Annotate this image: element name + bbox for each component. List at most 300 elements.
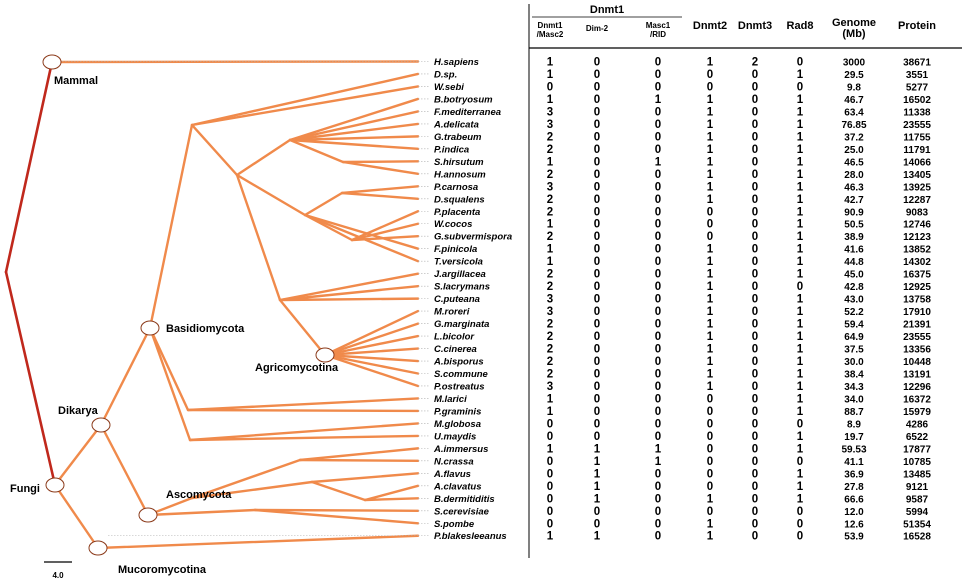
- clade-label-basidiomycota: Basidiomycota: [166, 323, 245, 335]
- table-cell: 17877: [903, 444, 931, 456]
- table-cell: 0: [654, 281, 662, 294]
- table-cell: 0: [654, 106, 662, 119]
- table-cell: 10448: [903, 357, 931, 369]
- table-cell: 11791: [903, 144, 931, 156]
- species-label: G.subvermispora: [434, 231, 513, 243]
- table-cell: 11338: [903, 107, 931, 119]
- tree-branch: [192, 125, 237, 175]
- table-cell: 1: [706, 56, 714, 69]
- table-cell: 1: [546, 405, 554, 418]
- clade-nodes: [43, 55, 334, 555]
- table-cell: 0: [593, 368, 601, 381]
- table-cell: 0: [706, 206, 714, 219]
- tree-branch: [237, 175, 280, 300]
- table-cell: 41.6: [844, 244, 864, 256]
- table-cell: 12287: [903, 194, 931, 206]
- table-cell: 27.8: [844, 481, 864, 493]
- table-cell: 3: [546, 306, 554, 319]
- table-cell: 0: [654, 505, 662, 518]
- table-cell: 1: [706, 118, 714, 131]
- tree-branch: [192, 74, 418, 125]
- table-cell: 1: [796, 430, 804, 443]
- tree-branch: [6, 272, 55, 485]
- table-cell: 1: [706, 368, 714, 381]
- table-cell: 0: [751, 218, 759, 231]
- table-cell: 0: [654, 368, 662, 381]
- table-cell: 36.9: [844, 469, 864, 481]
- species-label: M.larici: [434, 393, 467, 405]
- table-cell: 3: [546, 118, 554, 131]
- table-cell: 0: [751, 480, 759, 493]
- table-cell: 0: [706, 218, 714, 231]
- tree-branch: [101, 328, 150, 425]
- table-cell: 1: [796, 480, 804, 493]
- species-label: M.roreri: [434, 306, 470, 318]
- table-cell: 53.9: [844, 531, 864, 543]
- table-cell: 1: [654, 455, 662, 468]
- species-label: U.maydis: [434, 431, 477, 443]
- clade-label-fungi: Fungi: [10, 483, 40, 495]
- table-cell: 1: [796, 168, 804, 181]
- table-cell: 1: [796, 181, 804, 194]
- table-cell: 0: [546, 493, 554, 506]
- table-cell: 0: [593, 293, 601, 306]
- data-table: [529, 4, 962, 558]
- table-cell: 1: [796, 405, 804, 418]
- species-label: B.botryosum: [434, 94, 493, 106]
- tree-branch: [237, 175, 305, 215]
- table-cell: 0: [654, 268, 662, 281]
- table-cell: 2: [751, 56, 759, 69]
- table-cell: 0: [593, 168, 601, 181]
- table-cell: 1: [593, 443, 601, 456]
- table-cell: 0: [751, 156, 759, 169]
- table-cell: 0: [706, 231, 714, 244]
- species-label: H.annosum: [434, 169, 486, 181]
- table-cell: 1: [654, 93, 662, 106]
- table-cell: 1: [706, 181, 714, 194]
- table-cell: 25.0: [844, 144, 864, 156]
- table-cell: 45.0: [844, 269, 864, 281]
- table-cell: 1: [706, 356, 714, 369]
- table-cell: 38671: [903, 57, 931, 69]
- table-cell: 0: [654, 81, 662, 94]
- table-cell: 0: [706, 455, 714, 468]
- table-cell: 17910: [903, 307, 931, 319]
- table-cell: 13191: [903, 369, 931, 381]
- table-cell: 0: [654, 480, 662, 493]
- table-cell: 0: [654, 293, 662, 306]
- node-agricomycotina: [316, 348, 334, 362]
- table-cell: 0: [654, 181, 662, 194]
- species-label: A.clavatus: [434, 481, 482, 493]
- table-cell: 0: [593, 405, 601, 418]
- table-cell: 9083: [905, 207, 929, 219]
- clade-label-mucoromycotina: Mucoromycotina: [118, 564, 207, 576]
- tree-branch: [6, 62, 52, 272]
- table-cell: 3: [546, 380, 554, 393]
- table-cell: 0: [654, 393, 662, 406]
- table-cell: 2: [546, 356, 554, 369]
- table-cell: 0: [751, 68, 759, 81]
- table-cell: 34.3: [844, 381, 864, 393]
- table-cell: 1: [706, 343, 714, 356]
- table-cell: 13485: [903, 469, 931, 481]
- tree-branches: [6, 62, 418, 549]
- table-cell: 2: [546, 281, 554, 294]
- table-cell: 52.2: [844, 307, 864, 319]
- tree-branch: [150, 328, 190, 440]
- table-cell: 3: [546, 106, 554, 119]
- table-cell: 0: [751, 530, 759, 543]
- table-cell: 21391: [903, 319, 931, 331]
- table-cell: 10785: [903, 456, 931, 468]
- table-cell: 13852: [903, 244, 931, 256]
- table-cell: 2: [546, 131, 554, 144]
- table-cell: 0: [654, 331, 662, 344]
- table-cell: 0: [593, 430, 601, 443]
- table-cell: 0: [751, 405, 759, 418]
- table-cell: 1: [796, 356, 804, 369]
- table-cell: 0: [706, 443, 714, 456]
- table-cell: 13405: [903, 169, 931, 181]
- table-cell: 0: [796, 530, 804, 543]
- table-cell: 1: [796, 93, 804, 106]
- table-cell: 2: [546, 193, 554, 206]
- table-cell: 0: [593, 505, 601, 518]
- tree-branch: [342, 193, 418, 199]
- species-label: P.ostreatus: [434, 381, 485, 393]
- table-cell: 0: [796, 56, 804, 69]
- tree-branch: [55, 485, 98, 548]
- table-cell: 5994: [905, 506, 929, 518]
- tree-branch: [280, 274, 418, 300]
- node-dikarya: [92, 418, 110, 432]
- species-label: M.globosa: [434, 418, 481, 430]
- scale-bar: [44, 562, 72, 580]
- table-cell: 0: [654, 56, 662, 69]
- table-cell: 16375: [903, 269, 931, 281]
- clade-label-mammal: Mammal: [54, 75, 99, 87]
- table-cell: 13356: [903, 344, 931, 356]
- table-cell: 1: [796, 368, 804, 381]
- table-cell: 14066: [903, 157, 931, 169]
- table-cell: 1: [706, 530, 714, 543]
- table-cell: 1: [796, 143, 804, 156]
- table-cell: 9.8: [847, 82, 861, 94]
- table-cell: 3: [546, 293, 554, 306]
- clade-label-ascomycota: Ascomycota: [166, 489, 232, 501]
- table-cell: 0: [593, 156, 601, 169]
- table-cell: 1: [796, 318, 804, 331]
- table-cell: 0: [593, 393, 601, 406]
- tree-branch: [342, 186, 418, 193]
- table-cell: 1: [546, 530, 554, 543]
- table-cell: 0: [546, 505, 554, 518]
- table-cell: 0: [654, 243, 662, 256]
- table-cell: 0: [751, 206, 759, 219]
- table-cell: 66.6: [844, 494, 864, 506]
- table-cell: 5277: [905, 82, 929, 94]
- table-cell: 0: [654, 318, 662, 331]
- table-cell: 0: [796, 505, 804, 518]
- table-cell: 0: [654, 430, 662, 443]
- tree-branch: [188, 410, 418, 411]
- table-cell: 1: [796, 493, 804, 506]
- tree-branch: [280, 299, 418, 300]
- table-cell: 15979: [903, 406, 931, 418]
- species-label: F.mediterranea: [434, 106, 502, 118]
- table-cell: 88.7: [844, 406, 864, 418]
- tree-branch: [150, 328, 188, 410]
- table-cell: 0: [593, 268, 601, 281]
- table-cell: 0: [751, 505, 759, 518]
- table-cell: 1: [546, 218, 554, 231]
- table-cell: 1: [593, 455, 601, 468]
- table-cell: 0: [751, 331, 759, 344]
- table-cell: 4286: [905, 419, 929, 431]
- species-label: J.argillacea: [434, 269, 486, 281]
- table-cell: 12746: [903, 219, 931, 231]
- table-cell: 0: [751, 293, 759, 306]
- table-cell: 19.7: [844, 431, 864, 443]
- table-cell: 12.6: [844, 519, 864, 531]
- dnmt1-group-header: Dnmt1: [589, 4, 625, 16]
- node-mammal: [43, 55, 61, 69]
- table-cell: 0: [593, 118, 601, 131]
- species-label: A.flavus: [434, 468, 471, 480]
- table-cell: 12.0: [844, 506, 864, 518]
- table-cell: 9587: [905, 494, 929, 506]
- table-cell: 0: [796, 418, 804, 431]
- species-label: G.marginata: [434, 319, 490, 331]
- table-cell: 1: [706, 156, 714, 169]
- table-cell: 8.9: [847, 419, 861, 431]
- clade-label-dikarya: Dikarya: [58, 405, 98, 417]
- species-label: S.pombe: [434, 518, 475, 530]
- table-cell: 1: [796, 193, 804, 206]
- table-cell: 11755: [903, 132, 931, 144]
- table-cell: 0: [751, 356, 759, 369]
- tree-branch: [343, 161, 418, 162]
- table-cell: 0: [751, 231, 759, 244]
- table-cell: 3551: [905, 69, 929, 81]
- table-cell: 1: [706, 281, 714, 294]
- table-cell: 0: [751, 131, 759, 144]
- table-cell: 1: [796, 243, 804, 256]
- table-cell: 2: [546, 343, 554, 356]
- table-cell: 1: [706, 143, 714, 156]
- table-cell: 1: [796, 331, 804, 344]
- table-cell: 1: [706, 493, 714, 506]
- table-cell: 0: [751, 455, 759, 468]
- table-cell: 0: [706, 405, 714, 418]
- table-cell: 1: [546, 93, 554, 106]
- table-cell: 0: [706, 480, 714, 493]
- table-cell: 0: [593, 418, 601, 431]
- table-cell: 23555: [903, 119, 931, 131]
- clade-label-agricomycotina: Agricomycotina: [255, 362, 339, 374]
- species-label: C.puteana: [434, 294, 480, 306]
- table-cell: 1: [593, 480, 601, 493]
- species-label: L.bicolor: [434, 331, 475, 343]
- table-cell: 51354: [903, 519, 931, 531]
- column-header-masc1: Masc1: [645, 21, 671, 30]
- table-cell: 1: [706, 306, 714, 319]
- table-cell: 0: [751, 468, 759, 481]
- table-cell: 13925: [903, 182, 931, 194]
- tree-branch: [343, 162, 418, 174]
- species-label: F.pinicola: [434, 244, 478, 256]
- table-cell: 38.9: [844, 232, 864, 244]
- table-cell: 1: [546, 243, 554, 256]
- table-cell: 0: [593, 106, 601, 119]
- node-fungi: [46, 478, 64, 492]
- table-cell: 37.5: [844, 344, 864, 356]
- table-cell: 1: [796, 380, 804, 393]
- column-header-dnmt1: Dnmt1: [537, 21, 563, 30]
- tree-branch: [312, 473, 418, 482]
- table-cell: 0: [593, 181, 601, 194]
- table-cell: 0: [751, 343, 759, 356]
- table-cell: 0: [593, 56, 601, 69]
- tree-branch: [98, 536, 418, 548]
- table-cell: 34.0: [844, 394, 864, 406]
- table-cell: 0: [593, 68, 601, 81]
- table-cell: 1: [796, 118, 804, 131]
- node-basidiomycota: [141, 321, 159, 335]
- tree-branch: [255, 510, 418, 511]
- table-cell: 1: [706, 168, 714, 181]
- table-cell: 1: [796, 306, 804, 319]
- species-label: T.versicola: [434, 256, 483, 268]
- table-cell: 1: [593, 493, 601, 506]
- table-cell: 0: [546, 455, 554, 468]
- table-cell: 0: [706, 68, 714, 81]
- table-cell: 0: [706, 505, 714, 518]
- table-cell: 0: [546, 418, 554, 431]
- tree-branch: [255, 510, 418, 523]
- table-cell: 1: [546, 393, 554, 406]
- table-cell: 3000: [842, 57, 866, 69]
- table-cell: 1: [706, 93, 714, 106]
- species-label: S.hirsutum: [434, 156, 484, 168]
- table-cell: 6522: [905, 431, 929, 443]
- table-cell: 46.3: [844, 182, 864, 194]
- table-cell: 1: [546, 68, 554, 81]
- table-cell: 46.7: [844, 94, 864, 106]
- table-cell: 0: [654, 493, 662, 506]
- table-cell: 2: [546, 168, 554, 181]
- table-cell: 0: [751, 518, 759, 531]
- table-cell: 0: [593, 343, 601, 356]
- table-cell: 1: [593, 468, 601, 481]
- table-cell: 2: [546, 268, 554, 281]
- table-cell: 3: [546, 181, 554, 194]
- tree-branch: [148, 510, 255, 515]
- table-cell: 13758: [903, 294, 931, 306]
- node-mucoromycotina: [89, 541, 107, 555]
- table-cell: 0: [654, 518, 662, 531]
- table-cell: 12296: [903, 381, 931, 393]
- table-cell: 0: [751, 393, 759, 406]
- table-cell: 0: [654, 468, 662, 481]
- table-cell: 43.0: [844, 294, 864, 306]
- table-cell: 2: [546, 318, 554, 331]
- table-cell: 0: [546, 81, 554, 94]
- table-cell: 0: [593, 206, 601, 219]
- table-cell: 0: [706, 468, 714, 481]
- species-label: A.delicata: [434, 119, 479, 131]
- species-label: P.placenta: [434, 206, 481, 218]
- table-cell: 1: [796, 106, 804, 119]
- species-label: W.cocos: [434, 219, 473, 231]
- table-cell: 0: [654, 405, 662, 418]
- table-cell: 1: [796, 68, 804, 81]
- table-cell: 16502: [903, 94, 931, 106]
- table-cell: 0: [751, 168, 759, 181]
- tree-branch: [305, 193, 342, 215]
- column-header-masc1-sub: /RID: [650, 30, 666, 39]
- table-cell: 0: [593, 356, 601, 369]
- tree-branch: [280, 300, 325, 355]
- species-label: P.blakesleeanus: [434, 531, 507, 543]
- species-labels: [433, 57, 512, 542]
- table-cell: 0: [751, 368, 759, 381]
- column-header-protein: Protein: [898, 20, 936, 32]
- table-cell: 1: [796, 393, 804, 406]
- species-label: P.indica: [434, 144, 470, 156]
- table-cell: 1: [796, 268, 804, 281]
- tree-branch: [300, 448, 418, 460]
- column-header-rad8: Rad8: [786, 20, 814, 32]
- table-cell: 0: [593, 231, 601, 244]
- table-cell: 0: [593, 256, 601, 269]
- table-cell: 0: [654, 530, 662, 543]
- table-cell: 0: [654, 118, 662, 131]
- column-header-genome: Genome: [831, 17, 877, 29]
- species-label: B.dermitiditis: [434, 493, 495, 505]
- table-cell: 0: [796, 81, 804, 94]
- table-cell: 0: [654, 143, 662, 156]
- table-cell: 42.7: [844, 194, 864, 206]
- column-header-dnmt1-sub: /Masc2: [536, 30, 564, 39]
- table-cell: 1: [706, 243, 714, 256]
- table-cell: 1: [796, 218, 804, 231]
- table-cell: 1: [706, 256, 714, 269]
- table-cell: 12925: [903, 282, 931, 294]
- column-header-dnmt3: Dnmt3: [737, 20, 773, 32]
- table-cell: 1: [706, 106, 714, 119]
- table-cell: 14302: [903, 257, 931, 269]
- table-cell: 42.8: [844, 282, 864, 294]
- table-cell: 1: [706, 268, 714, 281]
- species-label: C.cinerea: [434, 344, 477, 356]
- table-cell: 37.2: [844, 132, 864, 144]
- table-cell: 59.53: [841, 444, 867, 456]
- table-cell: 0: [751, 380, 759, 393]
- table-cell: 0: [751, 443, 759, 456]
- table-cell: 2: [546, 331, 554, 344]
- table-cell: 29.5: [844, 69, 864, 81]
- table-cell: 0: [654, 256, 662, 269]
- species-label: S.commune: [434, 369, 488, 380]
- table-cell: 1: [706, 193, 714, 206]
- table-cell: 0: [751, 306, 759, 319]
- species-label: N.crassa: [434, 456, 474, 468]
- table-cell: 0: [593, 243, 601, 256]
- table-cell: 46.5: [844, 157, 864, 169]
